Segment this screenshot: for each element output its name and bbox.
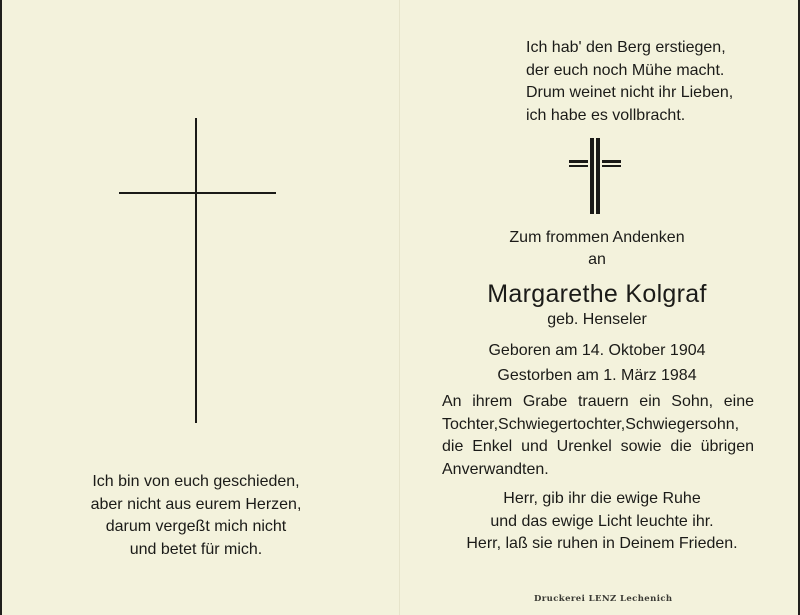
- top-verse-line: der euch noch Mühe macht.: [526, 61, 725, 79]
- in-memory-heading: [412, 227, 782, 271]
- death-date: Gestorben am 1. März 1984: [497, 366, 697, 384]
- in-memory-of: an: [588, 251, 606, 268]
- fold-line: [399, 0, 400, 615]
- top-verse: [526, 37, 733, 127]
- mourners-text: [442, 391, 754, 481]
- prayer-line: Herr, laß sie ruhen in Deinem Frieden.: [466, 535, 738, 552]
- left-verse-line: darum vergeßt mich nicht: [105, 518, 287, 535]
- mourners-line: Anverwandten.: [442, 460, 549, 478]
- top-verse-line: ich habe es vollbracht.: [526, 106, 686, 124]
- prayer-line: Herr, gib ihr die ewige Ruhe: [503, 490, 701, 507]
- mourners-line: An ihrem Grabe trauern ein Sohn, eine: [442, 393, 754, 410]
- mourners-line: Tochter,Schwiegertochter,Schwiegersohn,: [442, 415, 740, 433]
- top-verse-line: Ich hab' den Berg erstiegen,: [526, 39, 726, 56]
- left-verse-line: Ich bin von euch geschieden,: [92, 473, 300, 490]
- mourners-line: die Enkel und Urenkel sowie die übrigen: [442, 438, 754, 455]
- small-cross-right-gap: [602, 163, 621, 165]
- left-verse-line: aber nicht aus eurem Herzen,: [90, 495, 302, 513]
- left-verse: [58, 471, 334, 561]
- prayer-line: und das ewige Licht leuchte ihr.: [490, 512, 714, 530]
- left-verse-line: und betet für mich.: [129, 540, 263, 558]
- cross-vertical-bar: [195, 118, 197, 423]
- in-memory-line: Zum frommen Andenken: [509, 229, 685, 246]
- memorial-card: [2, 0, 798, 615]
- prayer: [432, 488, 772, 556]
- birth-date: Geboren am 14. Oktober 1904: [488, 342, 706, 359]
- deceased-name: Margarethe Kolgraf: [487, 280, 707, 308]
- life-dates: [412, 339, 782, 388]
- top-verse-line: Drum weinet nicht ihr Lieben,: [526, 84, 734, 101]
- printer-credit: Druckerei LENZ Lechenich: [534, 594, 673, 604]
- small-cross-vertical-gap: [594, 138, 596, 214]
- maiden-name: geb. Henseler: [547, 311, 647, 328]
- cross-horizontal-bar: [119, 192, 276, 194]
- small-cross-left-gap: [569, 163, 588, 165]
- double-outline-cross-icon: [567, 138, 623, 214]
